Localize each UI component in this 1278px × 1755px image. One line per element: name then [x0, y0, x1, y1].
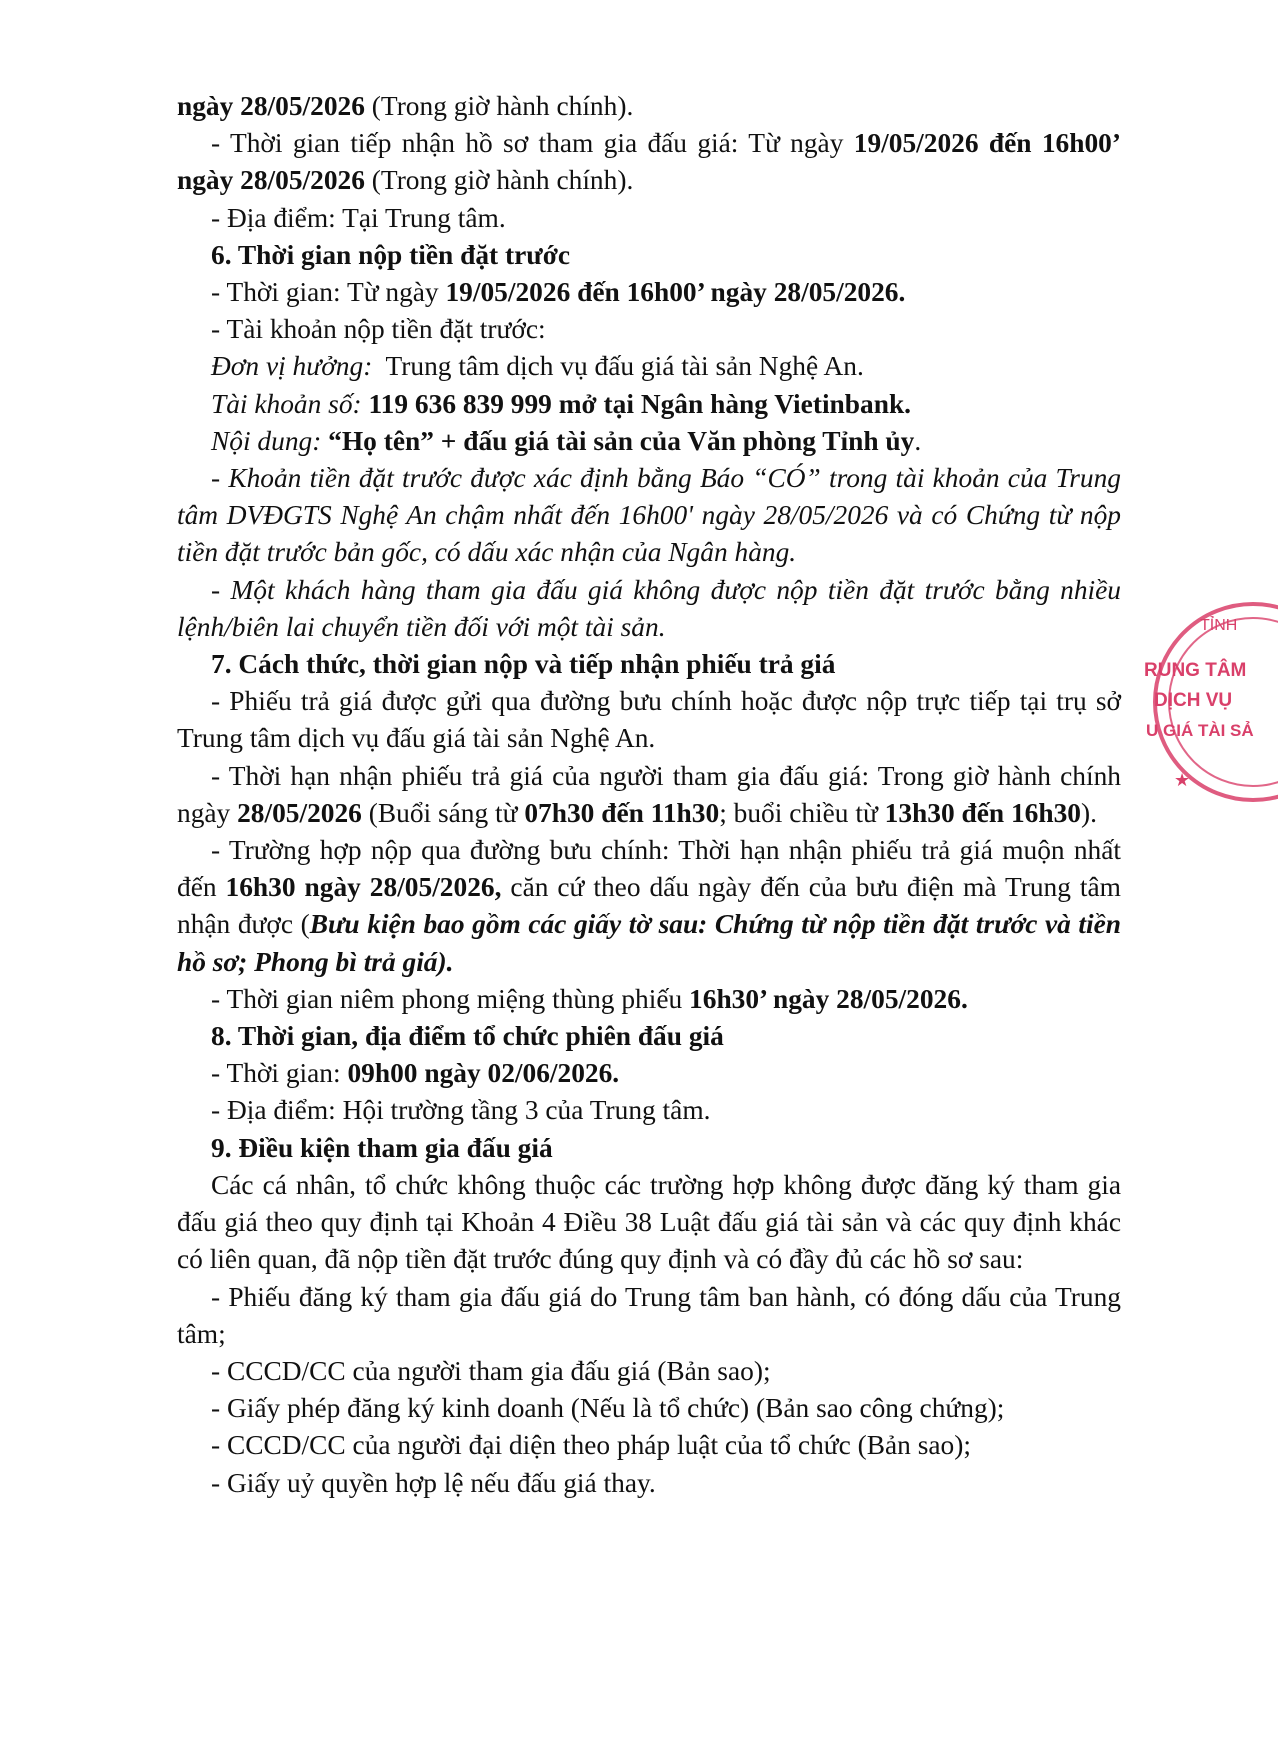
- bold-text: 16h30 ngày 28/05/2026,: [225, 872, 502, 903]
- text: - Thời gian: Từ ngày: [211, 277, 446, 308]
- text: (Trong giờ hành chính).: [364, 91, 634, 121]
- text-line: [177, 1055, 1121, 1092]
- list-item: [177, 1353, 1121, 1390]
- text: - CCCD/CC của người tham gia đấu giá (Bản sao);: [211, 1355, 771, 1386]
- text-line: [177, 125, 1121, 199]
- seal-text-3: U GIÁ TÀI SẢ: [1146, 721, 1254, 740]
- text: - Thời gian niêm phong miệng thùng phiếu: [211, 983, 690, 1014]
- bold-text: 09h00 ngày 02/06/2026.: [347, 1058, 620, 1089]
- paragraph: [177, 832, 1121, 981]
- italic-label: Đơn vị hưởng:: [211, 351, 373, 382]
- text: - Tài khoản nộp tiền đặt trước:: [211, 314, 546, 345]
- text: - Trường hợp nộp qua đường bưu chính: Thời hạn nhận phiếu trả giá muộn nhất đến: [177, 835, 1121, 903]
- text: - Giấy uỷ quyền hợp lệ nếu đấu giá thay.: [211, 1467, 656, 1498]
- heading-text: 7. Cách thức, thời gian nộp và tiếp nhận phiếu trả giá: [211, 649, 836, 680]
- paragraph: [177, 1167, 1121, 1279]
- text: (Trong giờ hành chính).: [364, 165, 634, 196]
- paragraph: [177, 758, 1121, 832]
- seal-text-top: TỈNH: [1200, 617, 1238, 634]
- text: - Thời hạn nhận phiếu trả giá của người tham gia đấu giá: Trong giờ hành chính ngày: [177, 760, 1121, 828]
- text: - Phiếu trả giá được gửi qua đường bưu chính hoặc được nộp trực tiếp tại trụ sở Trung tâm dịch vụ đấu giá tài sản Nghệ An.: [177, 686, 1121, 754]
- official-seal: [1144, 590, 1278, 815]
- paragraph: [177, 683, 1121, 757]
- paragraph: [177, 460, 1121, 572]
- seal-star-icon: ★: [1174, 770, 1191, 791]
- bold-text: “Họ tên” + đấu giá tài sản của Văn phòng Tỉnh ủy: [321, 425, 915, 456]
- text-line: [177, 348, 1121, 385]
- text: - Thời gian:: [211, 1058, 348, 1089]
- text: căn cứ theo dấu ngày đến của bưu điện mà Trung tâm nhận được (: [177, 872, 1121, 940]
- bold-text: ngày 28/05/2026: [177, 91, 365, 121]
- italic-text: - Khoản tiền đặt trước được xác định bằng Báo “CÓ” trong tài khoản của Trung tâm DVĐGTS Nghệ An chậm nhất đến 16h00' ngày 28/05/2026 và có Chứng từ nộp tiền đặt trước bản gốc, có dấu xác nhận của Ngân hàng.: [177, 463, 1121, 568]
- paragraph: [177, 1279, 1121, 1353]
- bold-text: 19/05/2026 đến: [853, 128, 1032, 159]
- list-item: [177, 1465, 1121, 1502]
- text: .: [914, 425, 922, 456]
- text: - Địa điểm: Tại Trung tâm.: [211, 202, 506, 233]
- text-line: [177, 423, 1121, 460]
- section-heading-8: [177, 1018, 1121, 1055]
- list-item: [177, 1427, 1121, 1464]
- heading-text: 6. Thời gian nộp tiền đặt trước: [211, 239, 571, 270]
- bold-text: 16h30’ ngày 28/05/2026.: [689, 983, 968, 1014]
- text: (Buổi sáng từ: [361, 797, 525, 828]
- text: - Địa điểm: Hội trường tầng 3 của Trung tâm.: [211, 1095, 711, 1126]
- bold-italic-text: Bưu kiện bao gồm các giấy tờ sau: Chứng từ nộp tiền đặt trước và tiền hồ sơ; Phong bì trả giá).: [177, 909, 1121, 977]
- text: ).: [1081, 797, 1097, 828]
- text: Các cá nhân, tổ chức không thuộc các trường hợp không được đăng ký tham gia đấu giá theo quy định tại Khoản 4 Điều 38 Luật đấu giá tài sản và các quy định khác có liên quan, đã nộp tiền đặt trước đúng quy định và có đầy đủ các hồ sơ sau:: [177, 1169, 1121, 1275]
- text-line: [177, 386, 1121, 423]
- bold-text: 16h00’ ngày 28/05/2026: [177, 128, 1121, 196]
- italic-label: Nội dung:: [211, 425, 322, 456]
- bold-text: 13h30 đến 16h30: [884, 797, 1082, 828]
- text: - Phiếu đăng ký tham gia đấu giá do Trung tâm ban hành, có đóng dấu của Trung tâm;: [177, 1281, 1121, 1349]
- heading-text: 8. Thời gian, địa điểm tổ chức phiên đấu giá: [211, 1021, 724, 1052]
- text-line: [177, 88, 1121, 125]
- list-item: [177, 1390, 1121, 1427]
- text: - CCCD/CC của người đại diện theo pháp luật của tổ chức (Bản sao);: [211, 1430, 971, 1461]
- bold-text: 119 636 839 999 mở tại Ngân hàng Vietinbank.: [361, 388, 912, 419]
- text-line: [177, 311, 1121, 348]
- seal-text-1: RUNG TÂM: [1144, 660, 1247, 681]
- heading-text: 9. Điều kiện tham gia đấu giá: [211, 1132, 553, 1163]
- section-heading-7: [177, 646, 1121, 683]
- text: Trung tâm dịch vụ đấu giá tài sản Nghệ An.: [372, 351, 864, 382]
- document-body: [177, 88, 1121, 1502]
- section-heading-9: [177, 1130, 1121, 1167]
- bold-text: 19/05/2026 đến 16h00’ ngày 28/05/2026.: [445, 277, 906, 308]
- paragraph: [177, 572, 1121, 646]
- text: ; buổi chiều từ: [719, 797, 885, 828]
- text: - Giấy phép đăng ký kinh doanh (Nếu là tổ chức) (Bản sao công chứng);: [211, 1393, 1005, 1424]
- italic-label: Tài khoản số:: [211, 388, 362, 419]
- bold-text: 07h30 đến 11h30: [524, 797, 720, 828]
- text: - Thời gian tiếp nhận hồ sơ tham gia đấu giá: Từ ngày: [211, 128, 854, 159]
- text-line: [177, 981, 1121, 1018]
- text-line: [177, 1092, 1121, 1129]
- text-line: [177, 274, 1121, 311]
- bold-text: 28/05/2026: [237, 797, 362, 828]
- section-heading-6: [177, 237, 1121, 274]
- seal-text-2: DỊCH VỤ: [1154, 690, 1233, 711]
- italic-text: - Một khách hàng tham gia đấu giá không được nộp tiền đặt trước bằng nhiều lệnh/biên lai chuyển tiền đối với một tài sản.: [177, 574, 1121, 642]
- text-line: [177, 200, 1121, 237]
